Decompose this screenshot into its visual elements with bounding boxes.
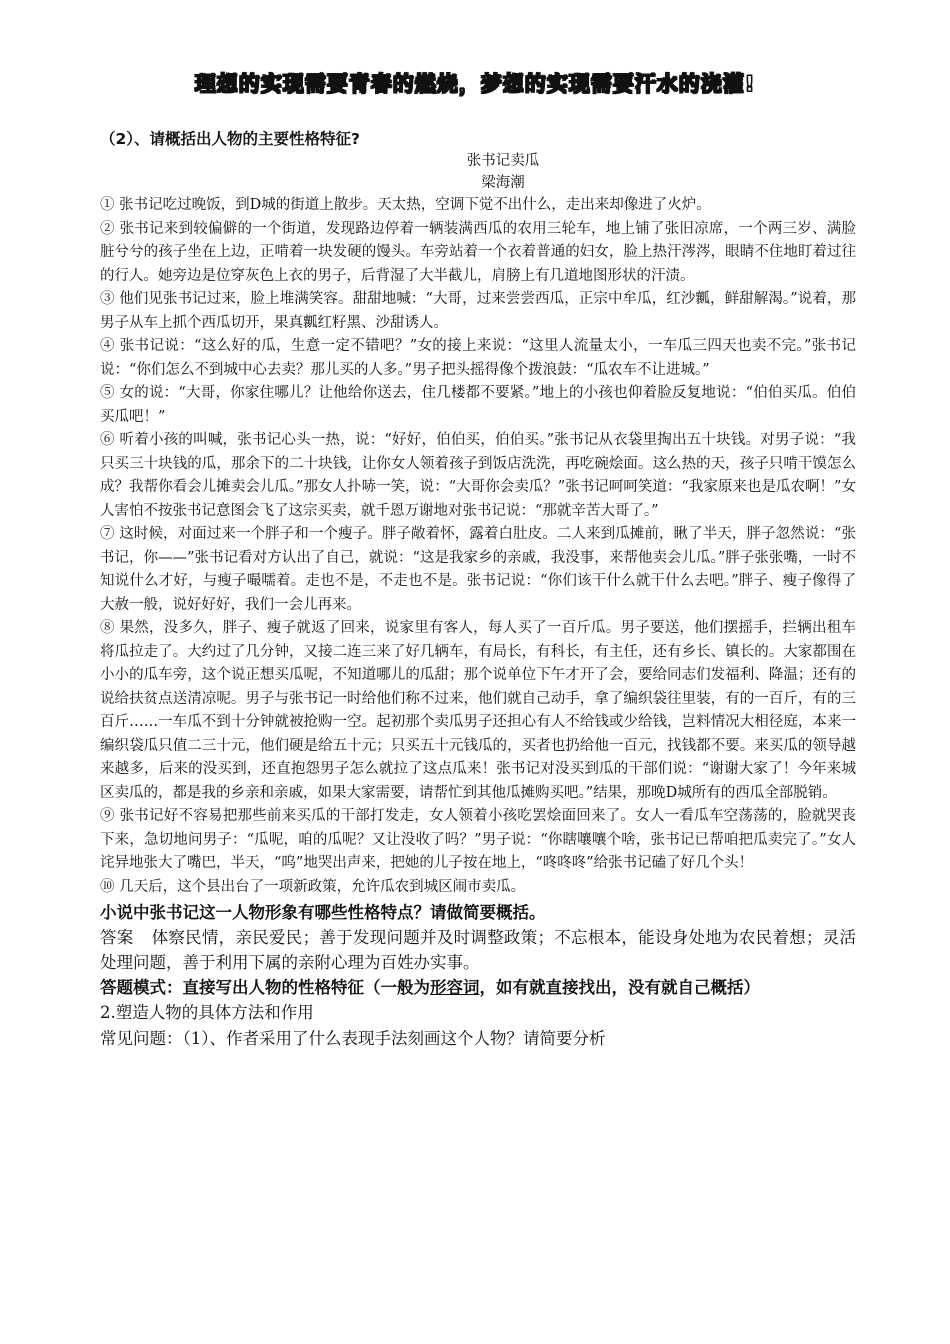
story-title: 张书记卖瓜 (466, 153, 540, 169)
story-paragraph: ⑥ 听着小孩的叫喊，张书记心头一热，说：“好好，伯伯买，伯伯买。”张书记从衣袋里掏出五十块钱。对男子说：“我只买三十块钱的瓜，那余下的二十块钱，让你女人领着孩子到饭店洗洗，再吃碗烩面。这么热的天，孩子只啃干馍怎么成？我帮你看会儿摊卖会儿瓜。”那女人扑哧一笑，说：“大哥你会卖瓜？”张书记呵呵笑道：“我家原来也是瓜农啊！”女人害怕不按张书记意图会飞了这宗买卖，就千恩万谢地对张书记说：“那就辛苦大哥了。” (100, 432, 856, 519)
story-paragraph: ⑨ 张书记好不容易把那些前来买瓜的干部打发走，女人领着小孩吃罢烩面回来了。女人一看瓜车空荡荡的，脸就哭丧下来，急切地问男子：“瓜呢，咱的瓜呢？又让没收了吗？”男子说：“你瞎嚷嚷个啥，张书记已帮咱把瓜卖完了。”女人诧异地张大了嘴巴，半天，“呜”地哭出声来，把她的儿子按在地上，“咚咚咚”给张书记磕了好几个头！ (100, 808, 856, 871)
character-question: 小说中张书记这一人物形象有哪些性格特点？请做简要概括。 (100, 903, 546, 922)
story-author: 梁海潮 (481, 175, 525, 191)
story-paragraph: ⑦ 这时候，对面过来一个胖子和一个瘦子。胖子敞着怀，露着白肚皮。二人来到瓜摊前，瞅了半天，胖子忽然说：“张书记，你——”张书记看对方认出了自己，就说：“这是我家乡的亲戚，我没事，来帮他卖会儿瓜。”胖子张张嘴，一时不知说什么才好，与瘦子嘬嚅着。走也不是，不走也不是。张书记说：“你们该干什么就干什么去吧。”胖子、瘦子像得了大赦一般，说好好好，我们一会儿再来。 (100, 526, 856, 613)
story-paragraph: ⑧ 果然，没多久，胖子、瘦子就返了回来，说家里有客人，每人买了一百斤瓜。男子要送，他们摆摇手，拦辆出租车将瓜拉走了。大约过了几分钟，又接二连三来了好几辆车，有局长，有科长，有主任，还有乡长、镇长的。大家都围在小小的瓜车旁，这个说正想买瓜呢，不知道哪儿的瓜甜；那个说单位下午才开了会，要给同志们发福利、降温；还有的说给扶贫点送清凉呢。男子与张书记一时给他们称不过来，他们就自己动手，拿了编织袋往里装，有的一百斤，有的三百斤……一车瓜不到十分钟就被抢购一空。起初那个卖瓜男子还担心有人不给钱或少给钱，岂料情况大相径庭，本来一编织袋瓜只值二三十元，他们硬是给五十元；只买五十元钱瓜的，买者也扔给他一百元，找钱都不要。来买瓜的领导越来越多，后来的没买到，还直抱怨男子怎么就拉了这点瓜来！张书记对没买到瓜的干部们说：“谢谢大家了！今年来城区卖瓜的，都是我的乡亲和亲戚，如果大家需要，请帮忙到其他瓜摊购买吧。”结果，那晚D城所有的西瓜全部脱销。 (100, 620, 856, 801)
question-heading: （2）、请概括出人物的主要性格特征? (100, 130, 361, 148)
story-paragraph: ④ 张书记说：“这么好的瓜，生意一定不错吧？”女的接上来说：“这里人流量太小，一车瓜三四天也卖不完。”张书记说：“你们怎么不到城中心去卖？那儿买的人多。”男子把头摇得像个拨浪鼓：“瓜农车不让进城。” (100, 338, 856, 378)
answer-mode-suffix: ，如有就直接找出，没有就自己概括） (479, 978, 760, 997)
story-paragraph: ① 张书记吃过晚饭，到D城的街道上散步。天太热，空调下觉不出什么，走出来却像进了火炉。 (100, 197, 711, 213)
answer-mode-prefix: 答题模式：直接写出人物的性格特征（一般为 (100, 978, 430, 997)
document-content (100, 128, 856, 1052)
story-body (100, 194, 856, 899)
story-paragraph: ⑩ 几天后，这个县出台了一项新政策，允许瓜农到城区闹市卖瓜。 (100, 878, 526, 895)
answer-mode-keyword: 形容词 (430, 978, 480, 997)
answer-mode (100, 975, 856, 1000)
answer-block (100, 925, 856, 975)
common-question: 常见问题：（1）、作者采用了什么表现手法刻画这个人物？请简要分析 (100, 1029, 606, 1048)
motto-banner: 理想的实现需要青春的燃烧，梦想的实现需要汗水的浇灌! (194, 72, 756, 96)
answer-text: 体察民情，亲民爱民；善于发现问题并及时调整政策；不忘根本，能设身处地为农民着想；灵活处理问题，善于利用下属的亲附心理为百姓办实事。 (100, 928, 857, 972)
story-paragraph: ② 张书记来到较偏僻的一个街道，发现路边停着一辆装满西瓜的农用三轮车，地上铺了张旧凉席，一个两三岁、满脸脏兮兮的孩子坐在上边，正啃着一块发硬的馒头。车旁站着一个衣着普通的妇女，脸上热汗涔涔，眼睛不住地盯着过往的行人。她旁边是位穿灰色上衣的男子，后背湿了大半截儿，肩膀上有几道地图形状的汗渍。 (100, 220, 856, 284)
story-paragraph: ③ 他们见张书记过来，脸上堆满笑容。甜甜地喊：“大哥，过来尝尝西瓜，正宗中牟瓜，红沙瓤，鲜甜解渴。”说着，那男子从车上抓个西瓜切开，果真瓤红籽黑、沙甜诱人。 (100, 291, 856, 331)
answer-label: 答案 (100, 928, 134, 947)
section-heading: 2.塑造人物的具体方法和作用 (100, 1003, 314, 1022)
story-paragraph: ⑤ 女的说：“大哥，你家住哪儿？让他给你送去，住几楼都不要紧。”地上的小孩也仰着脸反复地说：“伯伯买瓜。伯伯买瓜吧！” (100, 385, 856, 425)
